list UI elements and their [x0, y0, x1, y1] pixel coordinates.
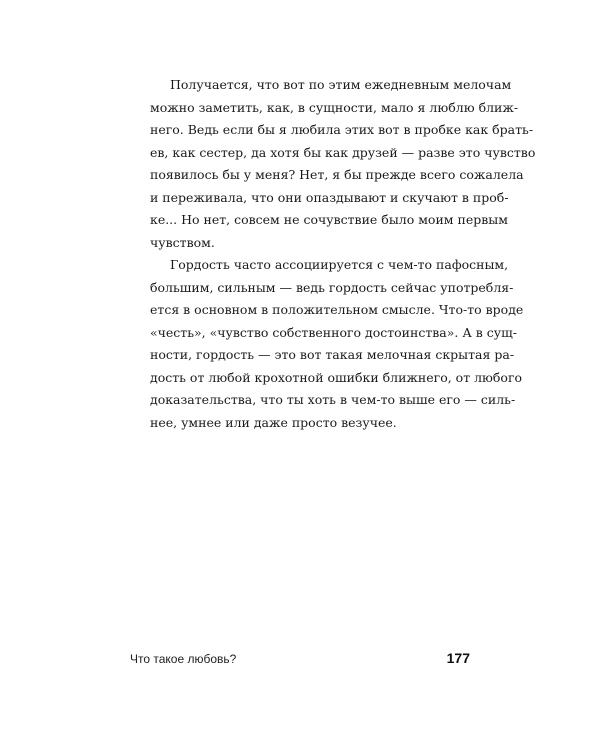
text-line: доказательства, что ты хоть в чем-то выше его — силь- [150, 392, 516, 407]
paragraph-2 [130, 254, 524, 434]
text-line: Гордость часто ассоциируется с чем-то пафосным, [170, 257, 509, 272]
text-line: большим, сильным — ведь гордость сейчас употребля- [150, 279, 514, 295]
text-line: «честь», «чувство собственного достоинства». А в сущ- [150, 324, 517, 340]
text-line: ности, гордость — это вот такая мелочная скрытая ра- [150, 347, 515, 362]
body-text [130, 74, 536, 434]
text-line: можно заметить, как, в сущности, мало я люблю ближ- [150, 99, 519, 115]
text-line: ке... Но нет, совсем не сочувствие было моим первым [150, 212, 508, 227]
text-line: ется в основном в положительном смысле. Что-то вроде [150, 302, 524, 317]
page-footer [130, 650, 470, 670]
running-title: Что такое любовь? [130, 652, 237, 666]
text-line: и переживала, что они опаздывают и скучают в проб- [150, 189, 509, 205]
text-line: него. Ведь если бы я любила этих вот в пробке как брать- [150, 122, 534, 137]
text-line: появилось бы у меня? Нет, я бы прежде всего сожалела [150, 167, 524, 182]
text-line: Получается, что вот по этим ежедневным мелочам [170, 77, 512, 92]
paragraph-1 [130, 74, 536, 254]
text-line: ев, как сестер, да хотя бы как друзей — разве это чувство [150, 144, 536, 160]
text-line: дость от любой крохотной ошибки ближнего, от любого [150, 369, 523, 385]
page-number: 177 [446, 650, 470, 666]
text-line: чувством. [150, 234, 215, 250]
text-line: нее, умнее или даже просто везучее. [150, 414, 397, 430]
